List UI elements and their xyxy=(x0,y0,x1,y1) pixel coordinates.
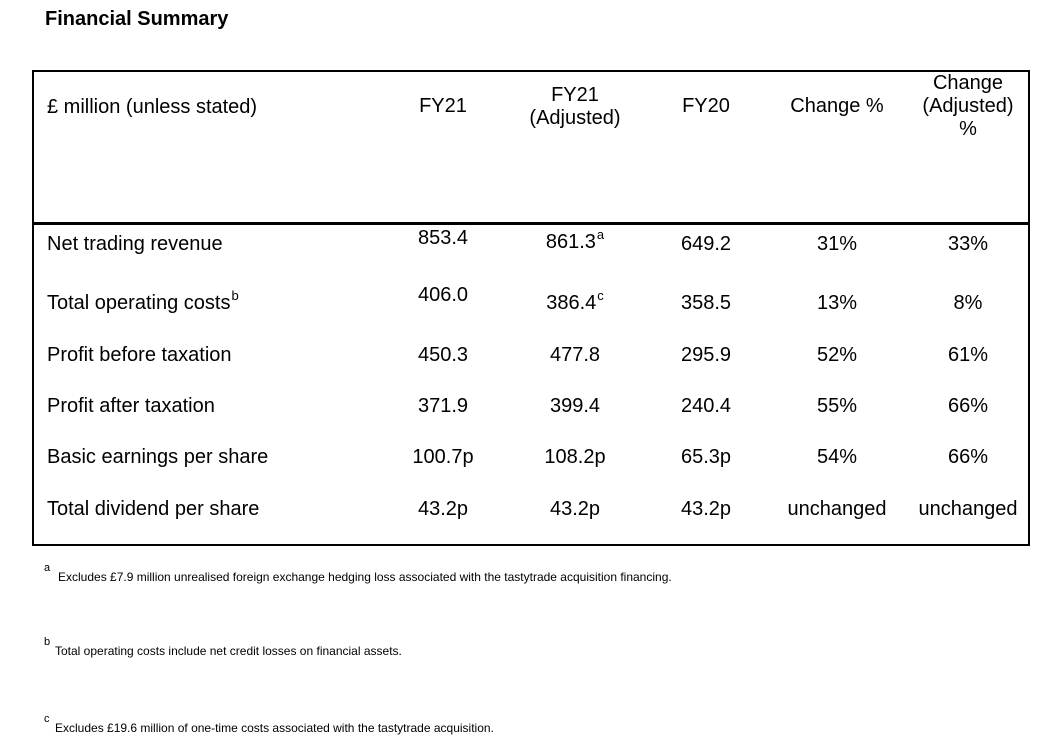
header-label: £ million (unless stated) xyxy=(47,96,258,118)
footnote-text: Excludes £7.9 million unrealised foreign exchange hedging loss associated with the tastytrade acquisition financing. xyxy=(58,570,672,584)
cell-fy20: 240.4 xyxy=(680,395,732,417)
cell-fy21-adjusted: 399.4 xyxy=(549,395,601,417)
footnote-mark: c xyxy=(44,713,50,725)
header-divider xyxy=(34,222,1028,225)
footnote-text: Total operating costs include net credit losses on financial assets. xyxy=(55,644,402,658)
cell-change-adjusted: 66% xyxy=(947,446,989,468)
cell-change-adjusted: 8% xyxy=(953,292,983,314)
header-change-adjusted-line3: % xyxy=(959,118,977,140)
cell-change-adjusted: 33% xyxy=(947,233,989,255)
cell-fy21-adjusted: 108.2p xyxy=(544,446,606,468)
cell-change: 13% xyxy=(816,292,858,314)
cell-change: 31% xyxy=(816,233,858,255)
header-change-adjusted-line2: (Adjusted) xyxy=(922,95,1014,117)
cell-fy21-adjusted: 477.8 xyxy=(549,344,601,366)
footnote-text: Excludes £19.6 million of one-time costs associated with the tastytrade acquisition. xyxy=(55,721,494,735)
cell-fy20: 43.2p xyxy=(680,498,732,520)
cell-change: 55% xyxy=(816,395,858,417)
cell-change-adjusted: 61% xyxy=(947,344,989,366)
cell-change-adjusted: 66% xyxy=(947,395,989,417)
cell-change: 54% xyxy=(816,446,858,468)
cell-change: unchanged xyxy=(787,498,887,520)
row-label: Total dividend per share xyxy=(47,498,260,520)
header-fy21: FY21 xyxy=(419,95,467,117)
cell-fy20: 295.9 xyxy=(680,344,732,366)
cell-fy21-adjusted: 861.3$^a$ xyxy=(545,227,605,253)
cell-fy21: 853.4 xyxy=(417,227,469,249)
header-fy21-adjusted-line2: (Adjusted) xyxy=(529,107,621,129)
row-label: Total operating costs$^b$ xyxy=(47,288,239,314)
page-title: Financial Summary xyxy=(45,8,229,30)
cell-fy21-adjusted: 43.2p xyxy=(549,498,601,520)
row-label: Net trading revenue xyxy=(47,233,223,255)
row-label: Basic earnings per share xyxy=(47,446,269,468)
cell-fy20: 358.5 xyxy=(680,292,732,314)
financial-summary-table xyxy=(32,70,1030,546)
cell-fy21: 100.7p xyxy=(412,446,474,468)
row-label: Profit before taxation xyxy=(47,344,232,366)
row-label: Profit after taxation xyxy=(47,395,215,417)
cell-fy21: 371.9 xyxy=(417,395,469,417)
header-change: Change % xyxy=(790,95,884,117)
cell-change: 52% xyxy=(816,344,858,366)
header-fy21-adjusted xyxy=(529,84,620,130)
cell-fy21-adjusted: 386.4$^c$ xyxy=(546,288,604,314)
header-change-adjusted xyxy=(922,72,1013,141)
header-change-adjusted-line1: Change xyxy=(932,72,1004,94)
header-fy21-adjusted-line1: FY21 xyxy=(551,84,599,106)
cell-fy20: 65.3p xyxy=(680,446,732,468)
cell-fy21: 43.2p xyxy=(417,498,469,520)
footnote-mark: b xyxy=(44,636,51,648)
cell-fy20: 649.2 xyxy=(680,233,732,255)
cell-fy21: 406.0 xyxy=(417,284,469,306)
cell-change-adjusted: unchanged xyxy=(918,498,1018,520)
footnote-mark: a xyxy=(44,562,51,574)
cell-fy21: 450.3 xyxy=(417,344,469,366)
header-fy20: FY20 xyxy=(682,95,730,117)
